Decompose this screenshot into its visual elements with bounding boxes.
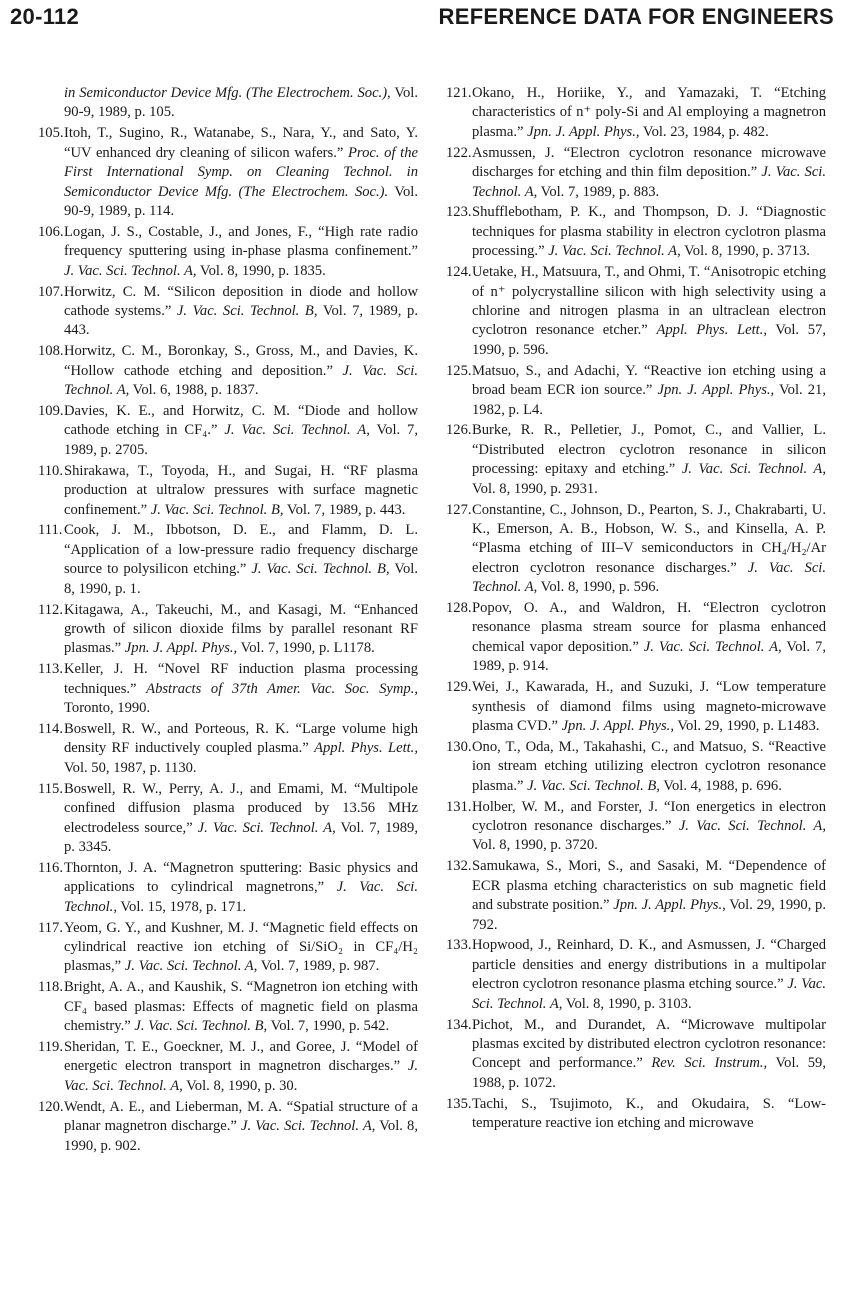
reference-number: 126. bbox=[446, 422, 472, 439]
reference-entry bbox=[446, 857, 826, 935]
reference-source: J. Vac. Sci. Technol. A, bbox=[472, 559, 826, 596]
reference-entry bbox=[446, 421, 826, 499]
reference-text: Vol. 8, 1990, p. 902. bbox=[64, 1118, 418, 1154]
reference-source: J. Vac. Sci. Technol. B, bbox=[150, 501, 284, 518]
reference-text: Vol. 90-9, 1989, p. 105. bbox=[64, 85, 418, 121]
reference-entry bbox=[38, 342, 418, 400]
reference-text: Popov, O. A., and Waldron, H. “Electron cyclotron resonance plasma stream source for plasma enhanced chemical vapor deposition.” bbox=[472, 600, 826, 655]
reference-source: Jpn. J. Appl. Phys., bbox=[613, 897, 726, 914]
reference-number: 121. bbox=[446, 85, 472, 101]
reference-source: J. Vac. Sci. Technol., bbox=[64, 879, 418, 915]
reference-text: Vol. 4, 1988, p. 696. bbox=[659, 777, 782, 794]
reference-entry bbox=[38, 601, 418, 659]
reference-entry bbox=[38, 124, 418, 221]
reference-text: Vol. 8, 1990, p. 2931. bbox=[472, 480, 598, 497]
reference-number: 116. bbox=[38, 859, 63, 876]
reference-number: 133. bbox=[446, 937, 472, 954]
reference-text: Tachi, S., Tsujimoto, K., and Okudaira, S. “Low-temperature reactive ion etching and microwave bbox=[472, 1095, 826, 1132]
reference-source: Jpn. J. Appl. Phys., bbox=[561, 718, 674, 734]
reference-source: J. Vac. Sci. Technol. B, bbox=[134, 1018, 268, 1035]
reference-text: Okano, H., Horiike, Y., and Yamazaki, T. “Etching characteristics of n⁺ poly-Si and Al employing a magnetron plasma.” bbox=[472, 85, 826, 140]
reference-text: Vol. 8, 1990, p. 1835. bbox=[196, 262, 326, 279]
reference-text: Horwitz, C. M., Boronkay, S., Gross, M., and Davies, K. “Hollow cathode etching and deposition.” bbox=[64, 343, 418, 379]
reference-text: Vol. 7, 1989, p. 883. bbox=[537, 183, 660, 200]
reference-source: J. Vac. Sci. Technol. A, bbox=[681, 461, 826, 478]
reference-source: Abstracts of 37th Amer. Vac. Soc. Symp., bbox=[146, 680, 418, 697]
reference-entry bbox=[446, 599, 826, 677]
reference-text: Burke, R. R., Pelletier, J., Pomot, C., and Vallier, L. “Distributed electron cyclotron resonance in silicon processing: epitaxy and etching.” bbox=[472, 422, 826, 478]
reference-text: Constantine, C., Johnson, D., Pearton, S. J., Chakrabarti, U. K., Emerson, A. B., Hobson, W. S., and Kinsella, A. P. “Plasma etching of III–V semiconductors in CH₄/H₂/Ar electron cyclotron resonance discharges.” bbox=[472, 501, 826, 576]
page-header bbox=[0, 4, 846, 34]
reference-text: Horwitz, C. M. “Silicon deposition in diode and hollow cathode systems.” bbox=[64, 283, 418, 319]
running-title: REFERENCE DATA FOR ENGINEERS bbox=[438, 4, 834, 29]
reference-entry bbox=[38, 859, 418, 917]
reference-source: Proc. of the First International Symp. on Cleaning Technol. in Semiconductor Device Mfg. (The Electrochem. Soc.). bbox=[64, 144, 418, 200]
reference-source: J. Vac. Sci. Technol. A, bbox=[472, 164, 826, 200]
reference-number: 106. bbox=[38, 223, 64, 240]
reference-number: 112. bbox=[38, 601, 63, 618]
reference-text: Vol. 15, 1978, p. 171. bbox=[116, 898, 247, 915]
reference-number: 118. bbox=[38, 979, 63, 996]
reference-text: Kitagawa, A., Takeuchi, M., and Kasagi, M. “Enhanced growth of silicon dioxide films by parallel resonant RF plasmas.” bbox=[64, 601, 418, 657]
reference-text: Vol. 57, 1990, p. 596. bbox=[472, 322, 826, 358]
reference-text: Logan, J. S., Costable, J., and Jones, F., “High rate radio frequency sputtering using in-phase plasma confinement.” bbox=[64, 223, 418, 260]
reference-text: Vol. 29, 1990, p. 792. bbox=[472, 897, 826, 933]
reference-entry bbox=[446, 1095, 826, 1134]
reference-text: Vol. 90-9, 1989, p. 114. bbox=[64, 183, 418, 219]
reference-text: Boswell, R. W., and Porteous, R. K. “Large volume high density RF inductively coupled plasma.” bbox=[64, 721, 418, 757]
reference-source: J. Vac. Sci. Technol. A, bbox=[548, 243, 681, 260]
reference-number: 108. bbox=[38, 343, 64, 360]
reference-source: J. Vac. Sci. Technol. A, bbox=[472, 976, 826, 1012]
reference-text: Davies, K. E., and Horwitz, C. M. “Diode and hollow cathode etching in CF₄.” bbox=[64, 403, 418, 439]
reference-entry bbox=[446, 936, 826, 1014]
reference-text: Keller, J. H. “Novel RF induction plasma processing techniques.” bbox=[64, 661, 418, 697]
reference-text: Vol. 8, 1990, p. 3720. bbox=[472, 837, 598, 854]
reference-text: Pichot, M., and Durandet, A. “Microwave multipolar plasmas excited by distributed electron cyclotron resonance: Concept and performance.” bbox=[472, 1016, 826, 1072]
reference-text: Vol. 29, 1990, p. L1483. bbox=[673, 718, 820, 734]
reference-number: 105. bbox=[38, 125, 64, 142]
reference-entry bbox=[38, 780, 418, 858]
reference-text: Bright, A. A., and Kaushik, S. “Magnetron ion etching with CF₄ based plasmas: Effects of magnetic field on plasma chemistry.” bbox=[64, 979, 418, 1035]
reference-entry bbox=[446, 798, 826, 856]
reference-text: Thornton, J. A. “Magnetron sputtering: Basic physics and applications to cylindrical magnetrons,” bbox=[64, 859, 418, 896]
reference-entry bbox=[38, 402, 418, 460]
reference-number: 123. bbox=[446, 204, 472, 221]
reference-source: J. Vac. Sci. Technol. A, bbox=[241, 1118, 376, 1135]
reference-entry bbox=[446, 362, 826, 420]
reference-number: 128. bbox=[446, 600, 472, 617]
reference-number: 131. bbox=[446, 798, 472, 815]
reference-source: J. Vac. Sci. Technol. A, bbox=[643, 638, 782, 655]
right-column-references bbox=[446, 84, 826, 1135]
reference-entry bbox=[38, 462, 418, 520]
reference-text: Vol. 7, 1989, p. 2705. bbox=[64, 422, 419, 458]
reference-text: Vol. 50, 1987, p. 1130. bbox=[64, 759, 197, 776]
reference-number: 125. bbox=[446, 362, 472, 379]
reference-source: Jpn. J. Appl. Phys., bbox=[527, 123, 640, 140]
reference-text: Yeom, G. Y., and Kushner, M. J. “Magnetic field effects on cylindrical reactive ion etching of Si/SiO₂ in CF₄/H₂ plasmas,” bbox=[64, 919, 418, 975]
reference-text: Vol. 8, 1990, p. 3713. bbox=[680, 243, 810, 260]
reference-text: Vol. 8, 1990, p. 1. bbox=[64, 561, 419, 597]
reference-text: Vol. 7, 1989, p. 914. bbox=[472, 638, 826, 675]
reference-source: J. Vac. Sci. Technol. B, bbox=[176, 302, 318, 319]
reference-entry bbox=[38, 720, 418, 778]
reference-text: Matsuo, S., and Adachi, Y. “Reactive ion etching using a broad beam ECR ion source.” bbox=[472, 362, 826, 399]
reference-entry bbox=[38, 660, 418, 718]
reference-number: 120. bbox=[38, 1098, 64, 1115]
reference-entry bbox=[38, 1098, 418, 1156]
reference-text: Vol. 23, 1984, p. 482. bbox=[639, 123, 769, 140]
reference-text: Itoh, T., Sugino, R., Watanabe, S., Nara, Y., and Sato, Y. “UV enhanced dry cleaning of silicon wafers.” bbox=[64, 125, 418, 161]
left-column-references bbox=[38, 84, 418, 1157]
reference-source: Appl. Phys. Lett., bbox=[656, 322, 768, 339]
reference-entry bbox=[38, 978, 418, 1036]
reference-number: 134. bbox=[446, 1016, 472, 1033]
reference-text: Vol. 7, 1990, p. L1178. bbox=[237, 640, 375, 657]
reference-entry bbox=[38, 283, 418, 341]
reference-entry bbox=[446, 678, 826, 736]
reference-text: Wei, J., Kawarada, H., and Suzuki, J. “Low temperature synthesis of diamond films using magneto-microwave plasma CVD.” bbox=[472, 679, 826, 734]
reference-source: J. Vac. Sci. Technol. B, bbox=[527, 777, 660, 794]
reference-text: Sheridan, T. E., Goeckner, M. J., and Goree, J. “Model of energetic electron transport in magnetron discharges.” bbox=[64, 1039, 418, 1075]
reference-number: 119. bbox=[38, 1039, 63, 1055]
reference-entry bbox=[446, 144, 826, 202]
reference-text: Vol. 7, 1989, p. 987. bbox=[257, 958, 380, 975]
reference-source: Rev. Sci. Instrum., bbox=[651, 1055, 768, 1072]
reference-number: 130. bbox=[446, 738, 472, 755]
reference-entry bbox=[38, 84, 418, 123]
reference-source: J. Vac. Sci. Technol. A, bbox=[678, 818, 826, 835]
reference-source: J. Vac. Sci. Technol. A, bbox=[197, 819, 336, 836]
reference-source: in Semiconductor Device Mfg. (The Electrochem. Soc.), bbox=[64, 85, 391, 101]
reference-source: J. Vac. Sci. Technol. B, bbox=[251, 561, 390, 578]
reference-number: 135. bbox=[446, 1095, 472, 1112]
reference-number: 124. bbox=[446, 264, 472, 281]
reference-entry bbox=[446, 501, 826, 598]
reference-number: 113. bbox=[38, 661, 63, 678]
reference-entry bbox=[38, 919, 418, 977]
reference-number: 109. bbox=[38, 403, 64, 419]
reference-entry bbox=[446, 203, 826, 261]
reference-text: Toronto, 1990. bbox=[64, 700, 151, 717]
reference-number: 115. bbox=[38, 780, 63, 797]
reference-text: Vol. 7, 1989, p. 3345. bbox=[64, 819, 419, 855]
reference-number: 117. bbox=[38, 919, 63, 936]
reference-number: 111. bbox=[38, 522, 63, 539]
reference-text: Cook, J. M., Ibbotson, D. E., and Flamm, D. L. “Application of a low-pressure radio frequency discharge source to polysilicon etching.” bbox=[64, 522, 418, 578]
reference-text: Vol. 8, 1990, p. 596. bbox=[537, 579, 660, 596]
reference-text: Samukawa, S., Mori, S., and Sasaki, M. “Dependence of ECR plasma etching characteristics on sub magnetic field and substrate position.” bbox=[472, 858, 826, 914]
reference-text: Vol. 8, 1990, p. 30. bbox=[182, 1077, 298, 1094]
reference-number: 107. bbox=[38, 283, 64, 300]
reference-source: J. Vac. Sci. Technol. A, bbox=[124, 958, 258, 975]
reference-source: Appl. Phys. Lett., bbox=[314, 740, 418, 757]
reference-source: Jpn. J. Appl. Phys., bbox=[657, 382, 775, 399]
page-number: 20-112 bbox=[10, 4, 80, 29]
reference-source: J. Vac. Sci. Technol. A, bbox=[64, 1058, 418, 1094]
reference-text: Vol. 59, 1988, p. 1072. bbox=[472, 1055, 826, 1091]
reference-text: Vol. 7, 1990, p. 542. bbox=[267, 1018, 390, 1035]
reference-text: Shufflebotham, P. K., and Thompson, D. J. “Diagnostic techniques for plasma stability in electron cyclotron plasma processing.” bbox=[472, 204, 826, 260]
reference-number: 122. bbox=[446, 144, 472, 161]
reference-source: J. Vac. Sci. Technol. A, bbox=[64, 362, 418, 399]
reference-text: Boswell, R. W., Perry, A. J., and Emami, M. “Multipole confined diffusion plasma produced by 13.56 MHz electrodeless source,” bbox=[64, 780, 418, 836]
reference-entry bbox=[446, 84, 826, 142]
reference-text: Asmussen, J. “Electron cyclotron resonance microwave discharges for etching and thin film deposition.” bbox=[472, 144, 826, 181]
reference-number: 127. bbox=[446, 501, 472, 518]
reference-entry bbox=[38, 1038, 418, 1096]
reference-source: Jpn. J. Appl. Phys., bbox=[124, 640, 238, 657]
reference-text: Wendt, A. E., and Lieberman, M. A. “Spatial structure of a planar magnetron discharge.” bbox=[64, 1098, 418, 1135]
reference-source: J. Vac. Sci. Technol. A, bbox=[64, 262, 197, 279]
reference-text: Ono, T., Oda, M., Takahashi, C., and Matsuo, S. “Reactive ion stream etching utilizing electron cyclotron resonance plasma.” bbox=[472, 738, 826, 794]
reference-text: Vol. 8, 1990, p. 3103. bbox=[562, 995, 692, 1012]
reference-source: J. Vac. Sci. Technol. A, bbox=[224, 422, 370, 439]
reference-entry bbox=[446, 738, 826, 796]
reference-text: Vol. 6, 1988, p. 1837. bbox=[129, 382, 259, 399]
reference-number: 129. bbox=[446, 679, 472, 696]
reference-entry bbox=[446, 1016, 826, 1094]
reference-entry bbox=[38, 223, 418, 281]
reference-text: Vol. 7, 1989, p. 443. bbox=[64, 302, 418, 339]
reference-text: Uetake, H., Matsuura, T., and Ohmi, T. “Anisotropic etching of n⁺ polycrystalline silicon with high selectivity using a chlorine and nitrogen plasma in an ultraclean electron cyclotron resonance etcher.” bbox=[472, 264, 826, 339]
reference-text: Vol. 7, 1989, p. 443. bbox=[283, 501, 406, 518]
reference-text: Shirakawa, T., Toyoda, H., and Sugai, H. “RF plasma production at ultralow pressures with surface magnetic confinement.” bbox=[64, 462, 418, 518]
reference-text: Hopwood, J., Reinhard, D. K., and Asmussen, J. “Charged particle densities and energy distributions in a multipolar electron cyclotron resonance plasma etching source.” bbox=[472, 937, 826, 993]
reference-text: Vol. 21, 1982, p. L4. bbox=[472, 382, 826, 418]
reference-number: 132. bbox=[446, 858, 472, 875]
reference-entry bbox=[446, 263, 826, 360]
reference-entry bbox=[38, 521, 418, 599]
reference-text: Holber, W. M., and Forster, J. “Ion energetics in electron cyclotron resonance discharges.” bbox=[472, 798, 826, 835]
reference-number: 114. bbox=[38, 721, 63, 737]
reference-number: 110. bbox=[38, 462, 63, 479]
